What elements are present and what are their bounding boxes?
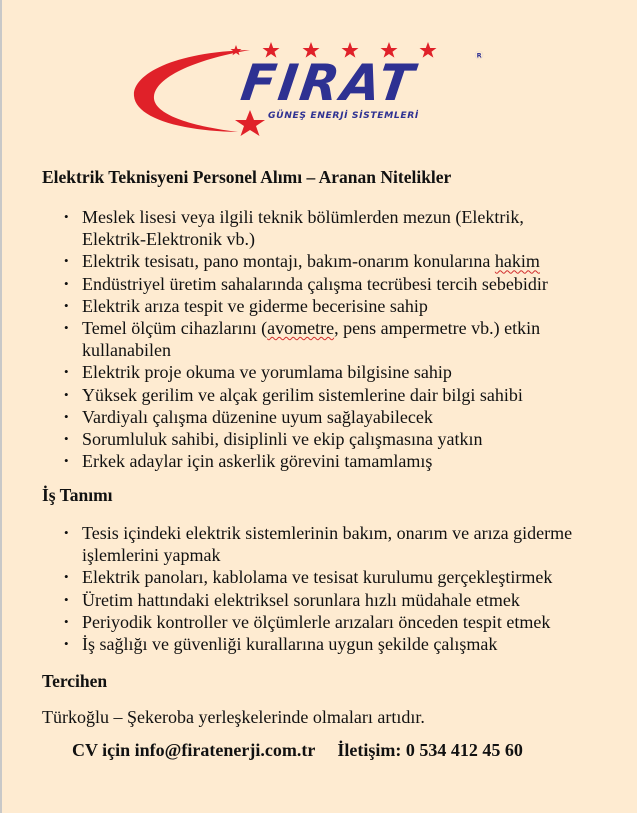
firat-logo — [130, 38, 500, 136]
list-item-text: , pens ampermetre vb.) etkin kullanabilen — [82, 318, 541, 361]
bullet-icon: • — [64, 453, 69, 469]
list-item — [62, 428, 592, 450]
bullet-icon: • — [64, 591, 69, 607]
list-item-text: Tesis içindeki elektrik sistemlerinin bakım, onarım ve arıza giderme işlemlerini yapmak — [82, 523, 573, 566]
list-item-text: Vardiyalı çalışma düzenine uyum sağlayabilecek — [82, 406, 433, 427]
list-item-text: Sorumluluk sahibi, disiplinli ve ekip çalışmasına yatkın — [82, 429, 483, 450]
crescent-icon — [134, 50, 250, 132]
list-item — [62, 250, 592, 272]
bullet-icon: • — [64, 613, 69, 629]
list-item — [62, 361, 592, 383]
list-item — [62, 611, 592, 633]
star-icon — [235, 110, 265, 136]
list-item — [62, 450, 592, 472]
brand-name: FIRAT — [237, 53, 421, 112]
bullet-icon: • — [64, 275, 69, 291]
bullet-icon: • — [64, 431, 69, 447]
preference-text: Türkoğlu – Şekeroba yerleşkelerinde olmaları artıdır. — [42, 707, 425, 727]
qualifications-list — [62, 206, 592, 472]
brand-tagline: GÜNEŞ ENERJİ SİSTEMLERİ — [268, 110, 419, 121]
bullet-icon: • — [64, 364, 69, 380]
list-item — [62, 522, 592, 566]
list-item-text: Periyodik kontroller ve ölçümlerle arızaları önceden tespit etmek — [82, 611, 551, 632]
registered-mark: R — [476, 51, 482, 60]
star-icon — [231, 45, 242, 55]
list-item — [62, 633, 592, 655]
list-item-text: Meslek lisesi veya ilgili teknik bölümlerden mezun (Elektrik, Elektrik-Elektronik vb.) — [82, 207, 524, 250]
list-item — [62, 384, 592, 406]
list-item — [62, 295, 592, 317]
list-item-text: Endüstriyel üretim sahalarında çalışma tecrübesi tercih sebebidir — [82, 273, 548, 294]
list-item — [62, 273, 592, 295]
cv-email[interactable]: CV için info@firatenerji.com.tr — [72, 740, 316, 760]
star-icon — [420, 42, 437, 58]
list-item-text: Elektrik proje okuma ve yorumlama bilgisine sahip — [82, 362, 452, 383]
spellcheck-word: hakim — [494, 251, 540, 272]
list-item-text: Yüksek gerilim ve alçak gerilim sistemlerine dair bilgi sahibi — [82, 384, 523, 405]
list-item-text: Üretim hattındaki elektriksel sorunlara hızlı müdahale etmek — [82, 589, 520, 610]
job-description-list — [62, 522, 592, 655]
bullet-icon: • — [64, 386, 69, 402]
bullet-icon: • — [64, 253, 69, 269]
list-item-text: Erkek adaylar için askerlik görevini tamamlamış — [82, 451, 433, 472]
preference-heading: Tercihen — [42, 671, 108, 691]
list-item — [62, 566, 592, 588]
list-item-text: İş sağlığı ve güvenliği kurallarına uygun şekilde çalışmak — [82, 634, 498, 655]
bullet-icon: • — [64, 525, 69, 540]
list-item — [62, 317, 592, 361]
list-item-text: Elektrik arıza tespit ve giderme becerisine sahip — [82, 295, 428, 316]
bullet-icon: • — [64, 320, 69, 336]
bullet-icon: • — [64, 569, 69, 585]
spellcheck-word: avometre — [267, 318, 335, 339]
list-item — [62, 206, 592, 250]
list-item — [62, 406, 592, 428]
job-description-heading: İş Tanımı — [42, 485, 113, 505]
bullet-icon: • — [64, 209, 69, 224]
phone-contact[interactable]: İletişim: 0 534 412 45 60 — [337, 740, 523, 760]
list-item-text: Elektrik panoları, kablolama ve tesisat kurulumu gerçekleştirmek — [82, 567, 553, 588]
contact-line — [72, 740, 523, 761]
list-item — [62, 589, 592, 611]
bullet-icon: • — [64, 297, 69, 313]
bullet-icon: • — [64, 636, 69, 652]
page-title: Elektrik Teknisyeni Personel Alımı – Aranan Nitelikler — [42, 167, 452, 187]
list-item-text: Elektrik tesisatı, pano montajı, bakım-onarım konularına — [82, 251, 495, 272]
bullet-icon: • — [64, 408, 69, 424]
list-item-text: Temel ölçüm cihazlarını ( — [82, 318, 268, 339]
